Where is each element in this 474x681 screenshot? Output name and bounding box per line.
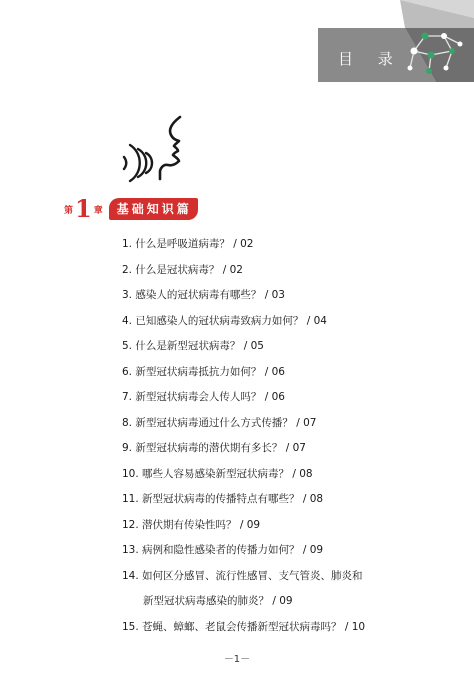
chapter-heading <box>64 194 198 224</box>
chapter-suffix: 章 <box>93 205 103 216</box>
toc-entry[interactable]: 1. 什么是呼吸道病毒？ / 02 <box>122 238 254 250</box>
table-of-contents <box>122 232 422 640</box>
chapter-number: 1 <box>75 194 92 223</box>
toc-entry[interactable]: 3. 感染人的冠状病毒有哪些？ / 03 <box>122 289 285 301</box>
toc-entry[interactable]: 12. 潜伏期有传染性吗？ / 09 <box>122 518 261 531</box>
toc-entry[interactable]: 6. 新型冠状病毒抵抗力如何？ / 06 <box>122 365 285 378</box>
header-corner-decoration <box>0 0 474 100</box>
toc-entry[interactable]: 10. 哪些人容易感染新型冠状病毒？ / 08 <box>122 467 313 480</box>
toc-entry-continuation[interactable]: 新型冠状病毒感染的肺炎？ / 09 <box>143 595 293 607</box>
toc-entry[interactable]: 13. 病例和隐性感染者的传播力如何？ / 09 <box>122 544 324 556</box>
toc-entry[interactable]: 9. 新型冠状病毒的潜伏期有多长？ / 07 <box>122 442 306 454</box>
toc-entry[interactable]: 5. 什么是新型冠状病毒？ / 05 <box>122 340 264 352</box>
page-number: －1－ <box>223 654 251 665</box>
toc-entry[interactable]: 15. 苍蝇、蟑螂、老鼠会传播新型冠状病毒吗？ / 10 <box>122 620 366 633</box>
toc-entry[interactable]: 11. 新型冠状病毒的传播特点有哪些？ / 08 <box>122 493 324 505</box>
toc-entry[interactable]: 8. 新型冠状病毒通过什么方式传播？ / 07 <box>122 416 317 429</box>
toc-entry[interactable]: 14. 如何区分感冒、流行性感冒、支气管炎、肺炎和 <box>122 569 363 582</box>
speaking-face-icon <box>116 113 196 188</box>
chapter-title: 基础知识篇 <box>109 198 198 220</box>
page-title: 目 录 <box>338 50 403 68</box>
toc-entry[interactable]: 4. 已知感染人的冠状病毒致病力如何？ / 04 <box>122 314 327 327</box>
toc-entry[interactable]: 7. 新型冠状病毒会人传人吗？ / 06 <box>122 391 285 403</box>
chapter-prefix: 第 <box>64 205 74 216</box>
toc-entry[interactable]: 2. 什么是冠状病毒？ / 02 <box>122 263 243 276</box>
